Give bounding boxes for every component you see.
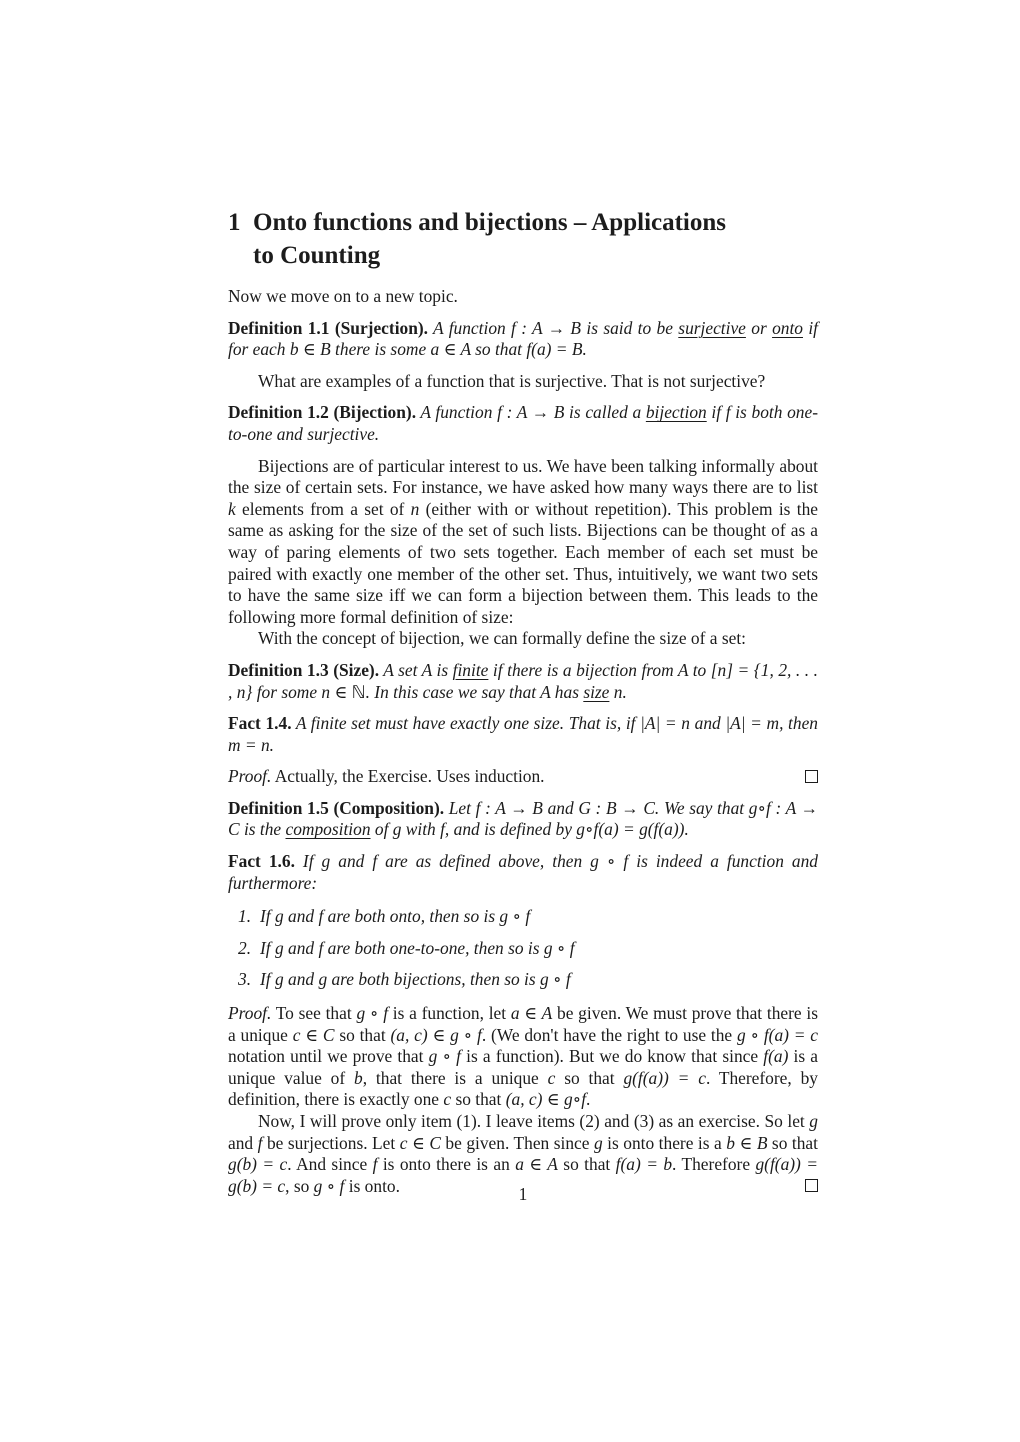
fact-block-7: [228, 713, 818, 756]
text-run: onto: [772, 317, 803, 338]
list-item-text: [260, 906, 818, 928]
text-run: (a, c) ∈ g∘f: [505, 1089, 587, 1110]
text-run: be surjections. Let: [262, 1132, 400, 1153]
text-run: g(f(a)) = c: [623, 1067, 706, 1088]
text-run: What are examples of a function that is surjective. That is not surjective?: [258, 370, 766, 391]
text-run: Bijections are of particular interest to us. We have been talking informally about the size of certain sets. For instance, we have asked how many ways there are to list: [228, 455, 818, 498]
proof-paragraph: [228, 766, 818, 788]
text-run: f: [372, 1154, 378, 1175]
list-item: [228, 906, 818, 928]
list-item-text: [260, 938, 818, 960]
text-run: f(a): [763, 1046, 789, 1067]
paragraph-block-4: [228, 456, 818, 629]
qed-tombstone-icon: [805, 770, 818, 783]
text-run: Proof.: [228, 1003, 272, 1024]
text-run: g(b) = c: [228, 1154, 288, 1175]
text-run: b ∈ B: [726, 1132, 768, 1153]
text-run: (a, c) ∈ g ∘ f: [390, 1024, 482, 1045]
definition-block-9: [228, 798, 818, 841]
definition-block-1: [228, 318, 818, 361]
text-run: To see that: [271, 1003, 357, 1024]
text-run: g: [809, 1111, 818, 1131]
document-blocks: [228, 286, 818, 1197]
text-run: elements from a set of: [235, 498, 411, 519]
text-run: a ∈ A: [515, 1154, 558, 1175]
text-run: c ∈ C: [292, 1024, 335, 1045]
text-run: Proof.: [228, 766, 272, 787]
text-run: b: [354, 1067, 363, 1088]
text-run: Let f : A → B and G : B → C. We say that g∘f : A → C is the: [228, 797, 818, 840]
text-run: if f is both one-to-one and surjective.: [228, 402, 818, 444]
section-title-line2: to Counting: [253, 242, 381, 269]
text-run: is onto there is an: [377, 1154, 516, 1175]
text-run: , so: [285, 1175, 314, 1196]
text-run: notation until we prove that: [228, 1046, 429, 1067]
text-run: Definition 1.2 (Bijection).: [228, 402, 417, 423]
text-run: size: [583, 681, 610, 702]
text-run: is onto there is a: [602, 1132, 727, 1153]
text-run: Definition 1.1 (Surjection).: [228, 317, 429, 338]
definition-block-6: [228, 660, 818, 703]
proof-block-8: [228, 766, 818, 788]
text-run: surjective: [678, 317, 746, 338]
text-run: If g and f are both one-to-one, then so is g ∘ f: [260, 937, 575, 958]
section-heading: [228, 206, 818, 272]
text-run: g: [593, 1132, 603, 1153]
text-run: c: [547, 1067, 556, 1088]
text-run: If g and f are both onto, then so is g ∘ f: [260, 906, 531, 927]
text-run: .: [586, 1089, 591, 1110]
text-run: so that: [767, 1132, 818, 1153]
text-run: With the concept of bijection, we can formally define the size of a set:: [258, 628, 746, 649]
text-run: c: [443, 1089, 452, 1110]
text-run: is a unique value of: [228, 1046, 819, 1088]
paragraph-block-5: [228, 628, 818, 650]
text-run: n.: [609, 681, 627, 702]
text-run: A function f : A → B is said to be: [428, 317, 679, 338]
page-content: [228, 206, 818, 1207]
text-run: finite: [452, 659, 489, 680]
text-run: if for each b ∈ B there is some a ∈ A so that f(a) = B.: [228, 317, 818, 360]
text-run: Now we move on to a new topic.: [228, 286, 458, 306]
text-run: Actually, the Exercise. Uses induction.: [271, 766, 545, 787]
text-run: , that there is a unique: [362, 1067, 548, 1088]
text-run: . Therefore, by definition, there is exactly one: [228, 1067, 818, 1110]
proof-block-12: [228, 1003, 818, 1197]
text-run: composition: [285, 819, 371, 840]
text-run: A finite set must have exactly one size. That is, if |A| = n and |A| = m, then m = n.: [228, 713, 818, 755]
text-run: A set A is: [379, 659, 453, 680]
section-title: [253, 206, 818, 272]
text-run: . (We don't have the right to use the: [481, 1024, 737, 1045]
text-run: k: [228, 498, 236, 519]
text-run: be given. Then since: [440, 1132, 594, 1153]
list-item-number: 3.: [238, 969, 252, 990]
text-run: f: [257, 1132, 263, 1153]
text-run: A function f : A → B is called a: [416, 402, 646, 423]
text-run: n: [410, 498, 420, 519]
text-run: c ∈ C: [399, 1132, 441, 1153]
list-block-11: [228, 906, 818, 991]
list-item-text: [260, 969, 818, 991]
text-run: g(f(a)) = g(b) = c: [228, 1154, 818, 1196]
section-title-line1: Onto functions and bijections – Applications: [253, 209, 727, 236]
text-run: f(a) = b: [615, 1154, 673, 1175]
text-run: . Therefore: [672, 1154, 756, 1175]
list-item: [228, 938, 818, 960]
text-run: g ∘ f: [356, 1003, 389, 1024]
text-run: or: [745, 317, 773, 338]
page-number: 1: [518, 1184, 528, 1204]
text-run: Now, I will prove only item (1). I leave items (2) and (3) as an exercise. So let: [258, 1111, 810, 1131]
text-run: If g and f are as defined above, then g ∘ f is indeed a function and furthermore:: [228, 851, 818, 893]
text-run: is a function, let: [388, 1003, 511, 1024]
fact-block-10: [228, 851, 818, 894]
text-run: . And since: [287, 1154, 373, 1175]
text-run: so that: [451, 1089, 506, 1110]
text-run: a ∈ A: [510, 1003, 553, 1024]
text-run: if there is a bijection from A to [n] = {1, 2, . . . , n} for some n ∈ ℕ. In this case we say that A has: [228, 659, 819, 702]
text-run: so that: [555, 1067, 624, 1088]
proof-paragraph: [228, 1003, 818, 1111]
text-run: (either with or without repetition). This problem is the same as asking for the size of the set of such lists. Bijections can be thought of as a way of paring elements of two sets together. Each member of each set must be paired with exactly one member of the other set. Thus, intuitively, we want two sets to have the same size iff we can form a bijection between them. This leads to the following more formal definition of size:: [228, 498, 818, 627]
text-run: is onto.: [344, 1175, 400, 1196]
text-run: g ∘ f: [313, 1175, 345, 1196]
text-run: g ∘ f: [428, 1046, 461, 1067]
text-run: be given. We must prove that there is a unique: [228, 1003, 819, 1045]
text-run: If g and g are both bijections, then so is g ∘ f: [260, 969, 571, 990]
text-run: and: [228, 1132, 258, 1153]
text-run: g ∘ f(a) = c: [736, 1024, 819, 1045]
text-run: so that: [557, 1154, 616, 1175]
text-run: of g with f, and is defined by g∘f(a) = g(f(a)).: [370, 819, 689, 840]
text-run: Fact 1.6.: [228, 851, 295, 872]
text-run: Definition 1.5 (Composition).: [228, 797, 445, 818]
text-run: Fact 1.4.: [228, 713, 292, 734]
list-item-number: 1.: [238, 906, 252, 927]
text-run: so that: [334, 1024, 391, 1045]
text-run: Definition 1.3 (Size).: [228, 659, 380, 680]
paragraph-block-2: [228, 371, 818, 393]
list-item-number: 2.: [238, 937, 252, 958]
text-run: bijection: [645, 402, 707, 423]
paragraph-block-0: [228, 286, 818, 308]
definition-block-3: [228, 402, 818, 445]
section-number: 1: [228, 209, 241, 236]
text-run: is a function). But we do know that since: [461, 1046, 764, 1067]
list-item: [228, 969, 818, 991]
